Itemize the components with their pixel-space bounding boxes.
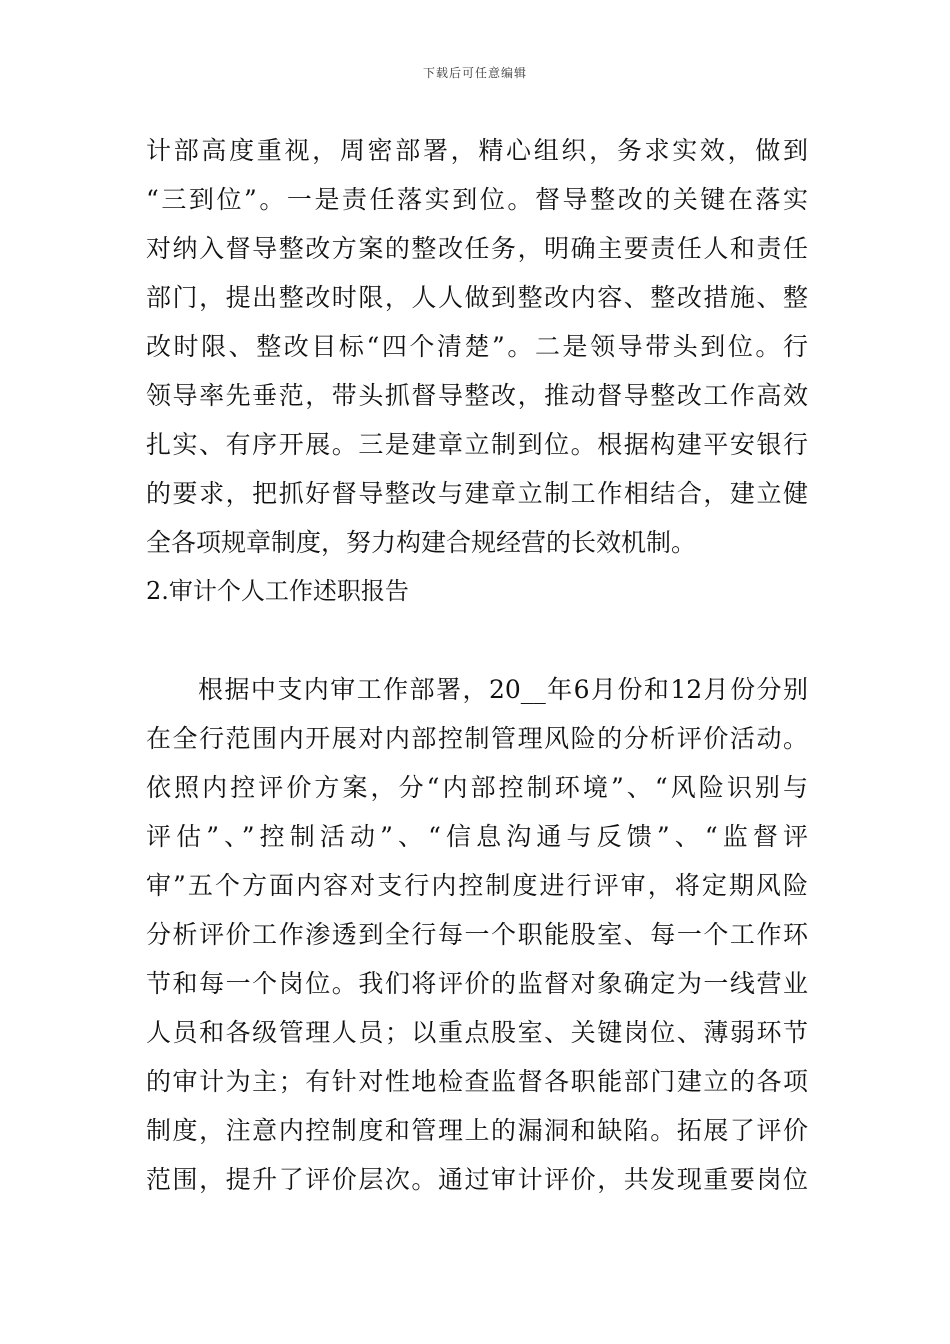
text-line: 范围，提升了评价层次。通过审计评价，共发现重要岗位 [146, 1165, 808, 1194]
text-line: 改时限、整改目标“四个清楚”。二是领导带头到位。行 [146, 332, 808, 361]
text-line: 节和每一个岗位。我们将评价的监督对象确定为一线营业 [146, 969, 808, 998]
text-line: 制度，注意内控制度和管理上的漏洞和缺陷。拓展了评价 [146, 1116, 808, 1145]
text-line: 领导率先垂范，带头抓督导整改，推动督导整改工作高效 [146, 381, 808, 410]
text-line: 分析评价工作渗透到全行每一个职能股室、每一个工作环 [146, 920, 808, 949]
text-line: 扎实、有序开展。三是建章立制到位。根据构建平安银行 [146, 430, 808, 459]
text-line: 对纳入督导整改方案的整改任务，明确主要责任人和责任 [146, 234, 808, 263]
paragraph-section2 [146, 665, 808, 1204]
blank-gap [146, 616, 808, 665]
text-line: 全各项规章制度，努力构建合规经营的长效机制。 [146, 528, 697, 557]
text-line: 评估”、”控制活动”、“信息沟通与反馈”、“监督评 [146, 822, 808, 851]
text-line: 人员和各级管理人员；以重点股室、关键岗位、薄弱环节 [146, 1018, 808, 1047]
text-line: 审”五个方面内容对支行内控制度进行评审，将定期风险 [146, 871, 808, 900]
page-header: 下载后可任意编辑 [422, 66, 527, 80]
text-line: 的要求，把抓好督导整改与建章立制工作相结合，建立健 [146, 479, 808, 508]
document-body [146, 126, 808, 1204]
text-line: 的审计为主；有针对性地检查监督各职能部门建立的各项 [146, 1067, 808, 1096]
text-line: “三到位”。一是责任落实到位。督导整改的关键在落实 [146, 185, 808, 214]
text-line: 部门，提出整改时限，人人做到整改内容、整改措施、整 [146, 283, 808, 312]
paragraph-section1 [146, 126, 808, 567]
text-line: 依照内控评价方案，分“内部控制环境”、“风险识别与 [146, 773, 808, 802]
section-heading: 2.审计个人工作述职报告 [146, 577, 409, 605]
text-line: 在全行范围内开展对内部控制管理风险的分析评价活动。 [146, 724, 808, 753]
text-line: 计部高度重视，周密部署，精心组织，务求实效，做到 [146, 136, 808, 165]
text-line: 根据中支内审工作部署，20__年6月份和12月份分别 [198, 675, 808, 704]
